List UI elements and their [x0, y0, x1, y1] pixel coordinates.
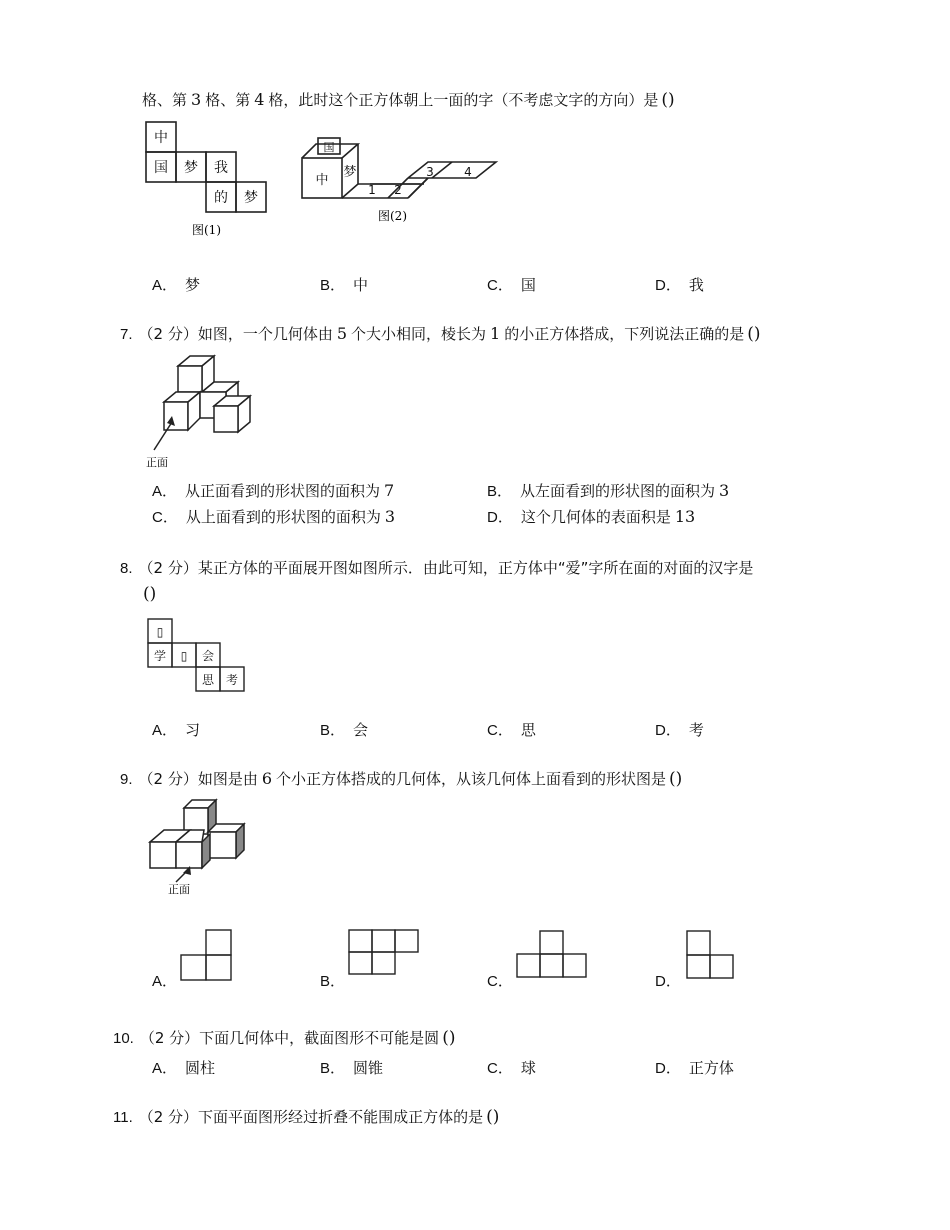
front-arrow-label: 正面 [146, 456, 168, 469]
q6-stem: 格、第 3 格、第 4 格，此时这个正方体朝上一面的字（不考虑文字的方向）是 () [142, 90, 675, 110]
q6-figure-1-net [140, 118, 280, 243]
net-cell: 国 [154, 160, 168, 176]
net-cell: 梦 [184, 160, 198, 176]
question-number: 8. [120, 560, 133, 577]
q9-option-d[interactable]: D． [655, 973, 681, 990]
q9-option-d-shape [686, 930, 736, 980]
net-cell: 梦 [244, 190, 258, 206]
q8-option-c[interactable]: C． 思 [487, 721, 536, 739]
square-number: 3 [426, 165, 434, 179]
q9-option-b[interactable]: B． [320, 973, 346, 990]
question-number: 11. [113, 1109, 133, 1126]
q6-figure-2-cube [296, 134, 506, 229]
q7-option-a[interactable]: A． 从正面看到的形状图的面积为 7 [152, 481, 395, 500]
q10-option-c[interactable]: C． 球 [487, 1059, 536, 1077]
q10-option-d[interactable]: D． 正方体 [655, 1059, 734, 1077]
q9-cube-figure [146, 798, 250, 898]
cube-top-face: 国 [323, 141, 335, 154]
q7-stem: 7. （2 分）如图，一个几何体由 5 个大小相同，棱长为 1 的小正方体搭成，下列说法正确的是 () [120, 324, 761, 344]
question-number: 9. [120, 771, 133, 788]
net-cell: 中 [154, 130, 168, 146]
q8-stem-paren: () [143, 584, 157, 604]
q6-option-c[interactable]: C． 国 [487, 276, 536, 294]
q6-option-d[interactable]: D． 我 [655, 276, 704, 294]
net-cell: 的 [214, 190, 228, 206]
square-number: 1 [368, 183, 376, 197]
q7-option-d[interactable]: D． 这个几何体的表面积是 13 [487, 507, 696, 526]
q7-option-b[interactable]: B． 从左面看到的形状图的面积为 3 [487, 481, 730, 500]
square-number: 4 [464, 165, 472, 179]
q8-option-b[interactable]: B． 会 [320, 721, 369, 739]
q6-option-b[interactable]: B． 中 [320, 276, 369, 294]
q11-stem: 11. （2 分）下面平面图形经过折叠不能围成正方体的是 () [113, 1107, 500, 1127]
q8-option-d[interactable]: D． 考 [655, 721, 704, 739]
q10-stem: 10. （2 分）下面几何体中，截面图形不可能是圆 () [113, 1028, 456, 1048]
q7-cube-figure [142, 352, 257, 472]
q8-option-a[interactable]: A． 习 [152, 721, 201, 739]
net-cell: ▯ [156, 625, 164, 639]
q9-option-c-shape [516, 930, 588, 979]
q9-option-b-shape [348, 929, 420, 976]
net-cell: 我 [214, 160, 228, 176]
net-cell: ▯ [180, 649, 188, 663]
question-number: 10. [113, 1030, 134, 1047]
q8-stem: 8. （2 分）某正方体的平面展开图如图所示．由此可知，正方体中“爱”字所在面的对面的汉字是 [120, 559, 754, 577]
net-cell: 会 [201, 649, 215, 663]
q9-option-a-shape [180, 929, 235, 982]
q8-net-figure [145, 616, 250, 694]
question-number: 7. [120, 326, 133, 343]
q9-option-a[interactable]: A． [152, 973, 178, 990]
q10-option-b[interactable]: B． 圆锥 [320, 1059, 384, 1077]
q7-option-c[interactable]: C． 从上面看到的形状图的面积为 3 [152, 507, 396, 526]
q6-option-a[interactable]: A． 梦 [152, 276, 201, 294]
net-cell: 思 [201, 673, 215, 687]
square-number: 2 [394, 183, 402, 197]
figure-caption: 图(2) [378, 209, 407, 223]
cube-front-face: 中 [315, 173, 329, 188]
front-arrow-label: 正面 [168, 883, 190, 896]
net-cell: 学 [153, 649, 167, 663]
q9-stem: 9. （2 分）如图是由 6 个小正方体搭成的几何体，从该几何体上面看到的形状图是 () [120, 769, 683, 789]
q9-option-c[interactable]: C． [487, 973, 513, 990]
net-cell: 考 [225, 673, 239, 687]
cube-side-face: 梦 [343, 165, 357, 180]
figure-caption: 图(1) [192, 223, 221, 237]
q10-option-a[interactable]: A． 圆柱 [152, 1059, 216, 1077]
